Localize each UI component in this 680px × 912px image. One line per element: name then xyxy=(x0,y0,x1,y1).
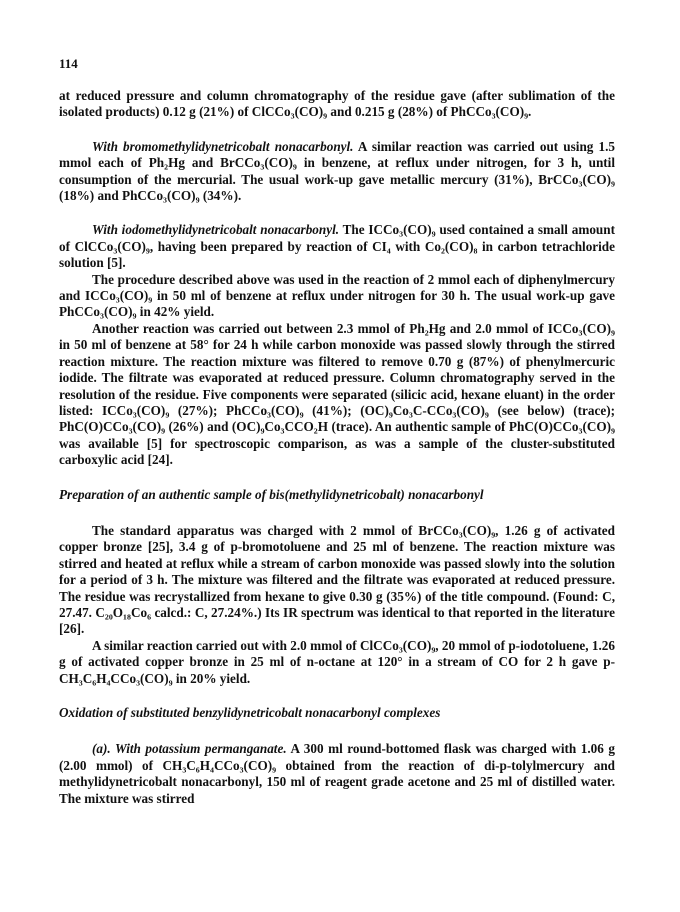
paragraph: The procedure described above was used in the reaction of 2 mmol each of diphenylmercury and ICCo₃(CO)₉ in 50 ml of benzene at reflux under nitrogen for 30 h. The usual work-up gave PhCCo₃(CO)₉ in 42% yield. xyxy=(59,271,615,320)
paragraph-text: A similar reaction was carried out using 1.5 mmol each of Ph₂Hg and BrCCo₃(CO)₉ in benzene, at reflux under nitrogen, for 3 h, until consumption of the mercurial. The usual work-up gave metallic mercury (31%), BrCCo₃(CO)₉ (18%) and PhCCo₃(CO)₉ (34%). xyxy=(59,138,615,204)
paragraph xyxy=(59,139,615,205)
paragraph-run-in-heading: With bromomethylidynetricobalt nonacarbonyl. xyxy=(92,138,354,154)
paragraph-text: The ICCo₃(CO)₉ used contained a small amount of ClCCo₃(CO)₉, having been prepared by reaction of CI₄ with Co₂(CO)₈ in carbon tetrachloride solution [5]. xyxy=(59,222,615,271)
paragraph: Another reaction was carried out between 2.3 mmol of Ph₂Hg and 2.0 mmol of ICCo₃(CO)₉ in 50 ml of benzene at 58° for 24 h while carbon monoxide was passed slowly through the stirred reaction mixture. The reaction mixture was filtered to remove 0.70 g (87%) of phenylmercuric iodide. The filtrate was evaporated at reduced pressure. Column chromatography served in the resolution of the residue. Five components were separated (silicic acid, hexane eluant) in the order listed: ICCo₃(CO)₉ (27%); PhCCo₃(CO)₉ (41%); (OC)₉Co₃C-CCo₃(CO)₉ (see below) (trace); PhC(O)CCo₃(CO)₉ (26%) and (OC)₉Co₃CCO₂H (trace). An authentic sample of PhC(O)CCo₃(CO)₉ was available [5] for spectroscopic comparison, as was a sample of the cluster-substituted carboxylic acid [24]. xyxy=(59,320,615,468)
paragraph xyxy=(59,222,615,271)
paragraph xyxy=(59,741,615,807)
section-heading: Preparation of an authentic sample of bis(methylidynetricobalt) nonacarbonyl xyxy=(59,486,484,502)
page-body xyxy=(59,88,615,807)
paragraph: The standard apparatus was charged with 2 mmol of BrCCo₃(CO)₉, 1.26 g of activated copper bronze [25], 3.4 g of p-bromotoluene and 25 ml of benzene. The reaction mixture was stirred and heated at reflux while a stream of carbon monoxide was passed slowly into the solution for a period of 3 h. The mixture was filtered and the filtrate was evaporated at reduced pressure. The residue was recrystallized from hexane to give 0.30 g (35%) of the title compound. (Found: C, 27.47. C₂₀O₁₈Co₆ calcd.: C, 27.24%.) Its IR spectrum was identical to that reported in the literature [26]. xyxy=(59,522,615,637)
section-heading: Oxidation of substituted benzylidynetricobalt nonacarbonyl complexes xyxy=(59,705,441,720)
page-number: 114 xyxy=(59,56,78,71)
paragraph-run-in-heading: With iodomethylidynetricobalt nonacarbonyl. xyxy=(92,222,340,238)
paragraph-run-in-heading: (a). With potassium permanganate. xyxy=(92,741,287,757)
paragraph: A similar reaction carried out with 2.0 mmol of ClCCo₃(CO)₉, 20 mmol of p-iodotoluene, 1.26 g of activated copper bronze in 25 ml of n-octane at 120° in a stream of CO for 2 h gave p-CH₃C₆H₄CCo₃(CO)₉ in 20% yield. xyxy=(59,637,615,686)
paragraph-text: A 300 ml round-bottomed flask was charged with 1.06 g (2.00 mmol) of CH₃C₆H₄CCo₃(CO)₉ obtained from the reaction of di-p-tolylmercury and methylidynetricobalt nonacarbonyl, 150 ml of reagent grade acetone and 25 ml of distilled water. The mixture was stirred xyxy=(59,741,615,806)
paragraph: at reduced pressure and column chromatography of the residue gave (after sublimation of the isolated products) 0.12 g (21%) of ClCCo₃(CO)₉ and 0.215 g (28%) of PhCCo₃(CO)₉. xyxy=(59,88,615,120)
